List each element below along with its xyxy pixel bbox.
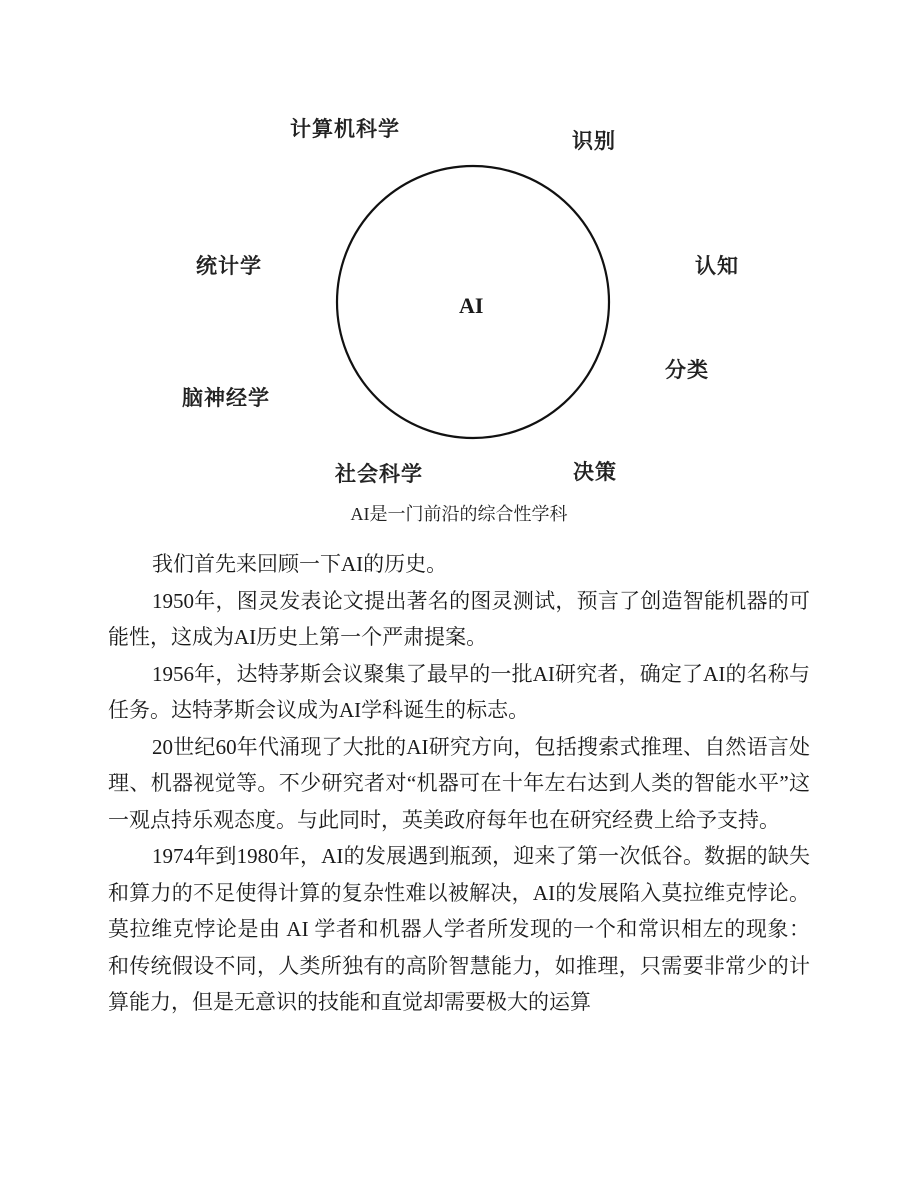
label-neuroscience: 脑神经学	[182, 386, 270, 410]
label-computer-science: 计算机科学	[290, 117, 400, 141]
paragraph: 1974年到1980年，AI的发展遇到瓶颈，迎来了第一次低谷。数据的缺失和算力的不足使得计算的复杂性难以被解决，AI的发展陷入莫拉维克悖论。莫拉维克悖论是由 AI 学者和机器人学者所发现的一个和常识相左的现象：和传统假设不同，人类所独有的高阶智慧能力，如推理，只需要非常少的计算能力，但是无意识的技能和直觉却需要极大的运算	[108, 844, 810, 1014]
label-statistics: 统计学	[196, 254, 262, 278]
label-decision: 决策	[573, 460, 617, 484]
center-ai-label: AI	[459, 293, 484, 318]
label-cognition: 认知	[695, 254, 739, 278]
paragraph: 20世纪60年代涌现了大批的AI研究方向，包括搜索式推理、自然语言处理、机器视觉等。不少研究者对“机器可在十年左右达到人类的智能水平”这一观点持乐观态度。与此同时，英美政府每年也在研究经费上给予支持。	[108, 734, 810, 832]
figure-svg	[0, 0, 918, 540]
figure-caption: AI是一门前沿的综合性学科	[350, 504, 568, 524]
ai-discipline-figure	[0, 0, 918, 540]
label-classification: 分类	[665, 358, 709, 382]
label-recognition: 识别	[572, 129, 616, 153]
paragraph: 1950年，图灵发表论文提出著名的图灵测试，预言了创造智能机器的可能性，这成为AI历史上第一个严肃提案。	[108, 588, 810, 649]
label-social-science: 社会科学	[335, 462, 423, 486]
paragraph: 我们首先来回顾一下AI的历史。	[152, 552, 448, 576]
paragraph: 1956年，达特茅斯会议聚集了最早的一批AI研究者，确定了AI的名称与任务。达特茅斯会议成为AI学科诞生的标志。	[108, 661, 810, 722]
body-text	[108, 546, 810, 1021]
